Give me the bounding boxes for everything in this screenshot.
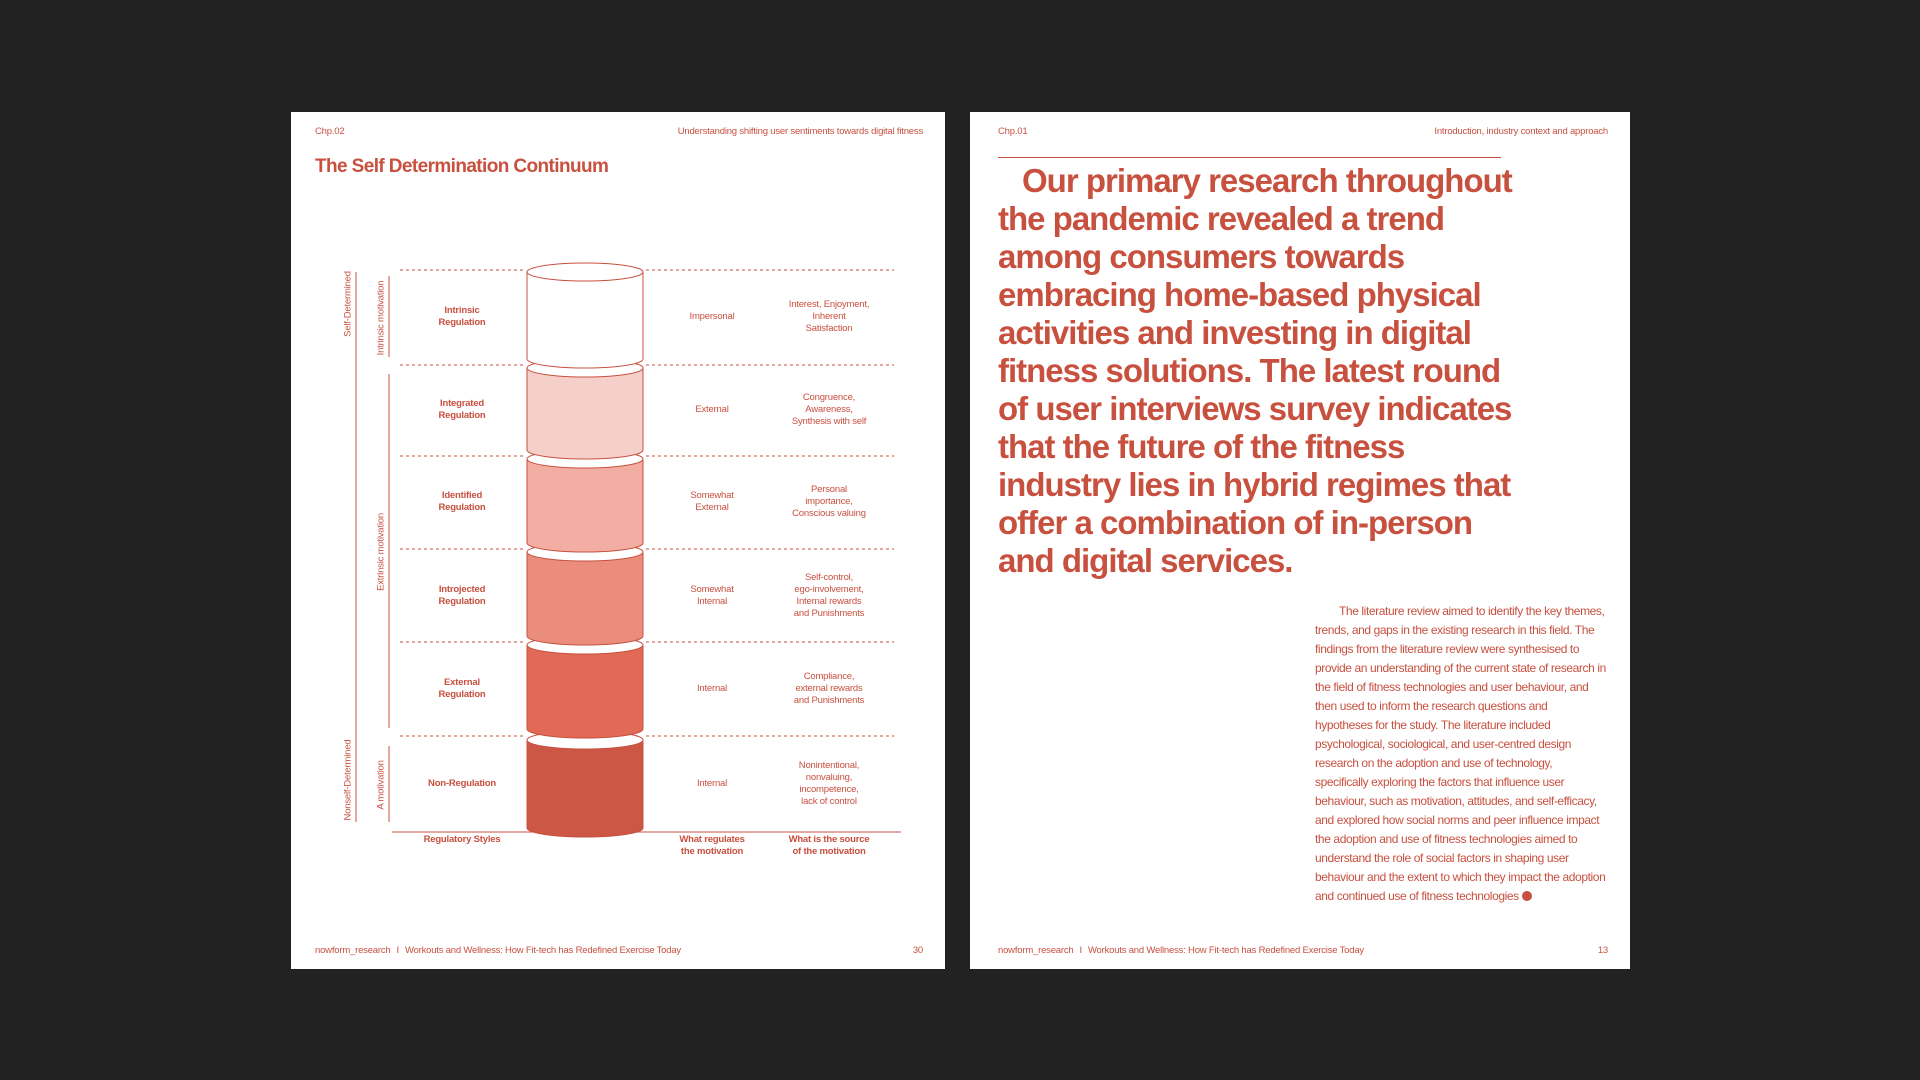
source-cell: Interest, Enjoyment, Inherent Satisfaction	[788, 299, 870, 334]
footer-brand: nowform_research	[315, 945, 391, 956]
amotivation-label: A motivation	[375, 760, 387, 810]
left-page	[291, 112, 945, 969]
regulatory-style: Non-Regulation	[428, 778, 496, 789]
section-label: Introduction, industry context and approach	[1434, 126, 1608, 137]
regulator-cell: External	[695, 404, 729, 415]
footer	[315, 945, 681, 956]
nonself-determined-label: Nonself-Determined	[342, 739, 354, 821]
chapter-label: Chp.02	[315, 126, 345, 137]
regulatory-style: Integrated Regulation	[438, 398, 486, 421]
right-page	[970, 112, 1630, 969]
regulatory-style: Introjected Regulation	[438, 584, 486, 607]
body-text: The literature review aimed to identify the key themes, trends, and gaps in the existing research in this field. The findings from the literature review were synthesised to provide an understanding of the current state of research in the field of fitness technologies and user behaviour, and then used to inform the research questions and hypotheses for the study. The literature included psychological, sociological, and user-centred design research on the adoption and use of technology, specifically exploring the factors that influence user behaviour, such as motivation, attitudes, and self-efficacy, and explored how social norms and peer influence impact the adoption and use of fitness technologies aimed to understand the role of social factors in shaping user behaviour and the extent to which they impact the adoption and continued use of fitness technologies	[1315, 604, 1606, 903]
page-number: 30	[912, 945, 923, 956]
source-cell: Self-control, ego-involvement, Internal rewards and Punishments	[793, 572, 865, 619]
page-number: 13	[1597, 945, 1608, 956]
footer	[998, 945, 1364, 956]
pull-quote	[998, 162, 1518, 580]
cylinder-segment	[527, 459, 643, 552]
cylinder-segment	[527, 740, 643, 837]
column-header-source: What is the source of the motivation	[788, 834, 870, 857]
cylinder-top	[527, 263, 643, 281]
source-cell: Nonintentional, nonvaluing, incompetence, lack of control	[798, 760, 860, 807]
cylinder-segment	[527, 645, 643, 738]
self-determination-diagram	[291, 112, 945, 969]
regulator-cell: Internal	[696, 778, 728, 789]
footer-brand: nowform_research	[998, 945, 1074, 956]
cylinder-segment	[527, 368, 643, 459]
self-determined-label: Self-Determined	[342, 271, 354, 337]
chapter-label: Chp.01	[998, 126, 1028, 137]
extrinsic-motivation-label: Extrinsic motivation	[375, 513, 387, 591]
footer-publication: Workouts and Wellness: How Fit-tech has Redefined Exercise Today	[1087, 945, 1364, 956]
regulator-cell: Somewhat External	[690, 490, 734, 513]
footer-separator: I	[396, 945, 399, 956]
body-paragraph	[1315, 602, 1607, 906]
quote-rule	[998, 157, 1501, 158]
source-cell: Personal importance, Conscious valuing	[792, 484, 866, 519]
cylinder-segment	[527, 552, 643, 645]
regulatory-style: External Regulation	[438, 677, 486, 700]
footer-separator: I	[1079, 945, 1082, 956]
source-cell: Compliance, external rewards and Punishments	[793, 671, 865, 706]
column-header-regulator: What regulates the motivation	[679, 834, 745, 857]
regulator-cell: Internal	[696, 683, 728, 694]
regulatory-style: Identified Regulation	[438, 490, 486, 513]
section-label: Understanding shifting user sentiments towards digital fitness	[677, 126, 923, 137]
end-mark-icon	[1522, 891, 1532, 901]
pull-quote-text: Our primary research throughout the pandemic revealed a trend among consumers towards embracing home-based physical activities and investing in digital fitness solutions. The latest round of user interviews survey indicates that the future of the fitness industry lies in hybrid regimes that offer a combination of in-person and digital services.	[998, 162, 1512, 579]
regulator-cell: Somewhat Internal	[690, 584, 734, 607]
source-cell: Congruence, Awareness, Synthesis with self	[791, 392, 867, 427]
intrinsic-motivation-label: Intrinsic motivation	[375, 280, 387, 356]
regulator-cell: Impersonal	[689, 311, 735, 322]
footer-publication: Workouts and Wellness: How Fit-tech has Redefined Exercise Today	[404, 945, 681, 956]
page-title: The Self Determination Continuum	[315, 156, 609, 177]
cylinder-segment	[527, 272, 643, 368]
column-header-styles: Regulatory Styles	[423, 834, 501, 845]
regulatory-style: Intrinsic Regulation	[438, 305, 486, 328]
